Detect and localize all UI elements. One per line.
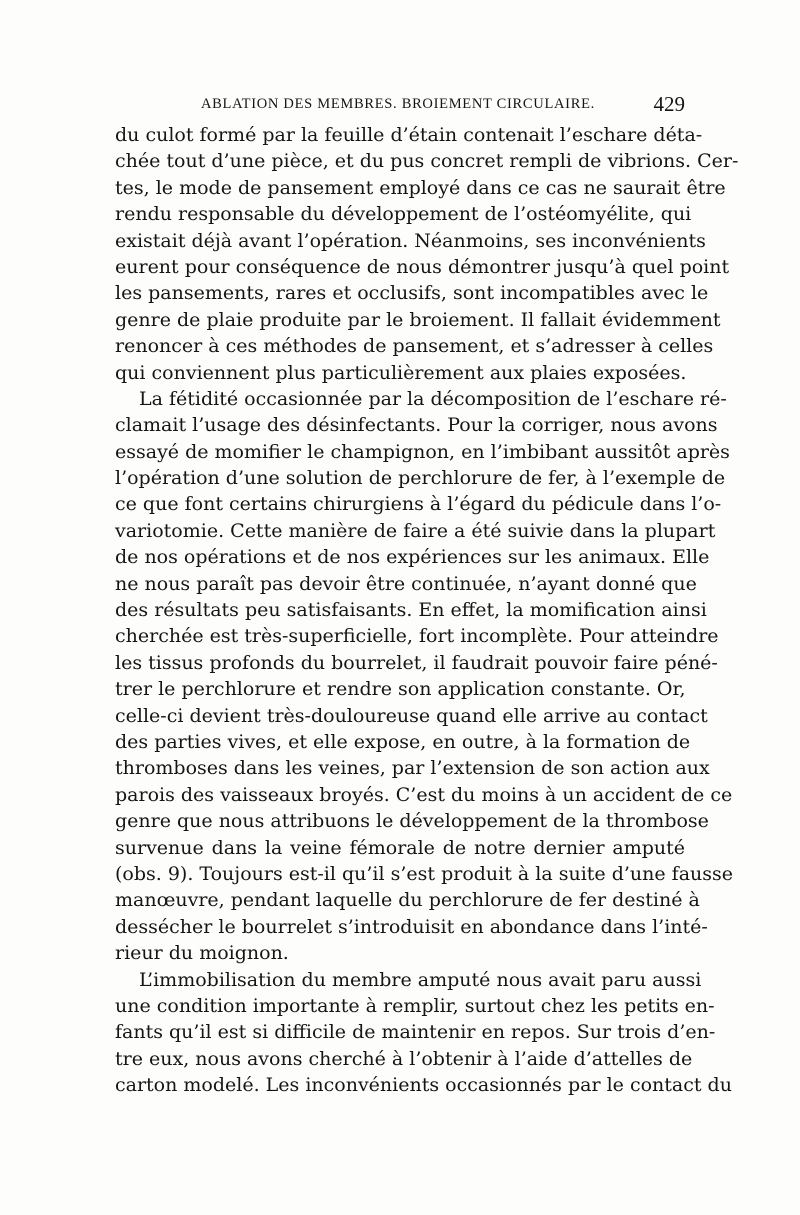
text-line: rendu responsable du développement de l’ostéomyélite, qui: [115, 203, 692, 226]
text-line: genre de plaie produite par le broiement. Il fallait évidemment: [115, 308, 721, 331]
body-text: [115, 122, 739, 1098]
text-line: celle-ci devient très-douloureuse quand elle arrive au contact: [115, 704, 708, 727]
text-line: une condition importante à remplir, surtout chez les petits en-: [115, 994, 715, 1017]
text-line: clamait l’usage des désinfectants. Pour la corriger, nous avons: [115, 414, 718, 437]
text-line: des parties vives, et elle expose, en outre, à la formation de: [115, 730, 691, 753]
text-line: renoncer à ces méthodes de pansement, et s’adresser à celles: [115, 335, 714, 358]
text-line: les tissus profonds du bourrelet, il faudrait pouvoir faire péné-: [115, 651, 718, 674]
text-line: carton modelé. Les inconvénients occasionnés par le contact du: [115, 1074, 732, 1097]
text-line: trer le perchlorure et rendre son application constante. Or,: [115, 678, 686, 701]
text-line: thromboses dans les veines, par l’extension de son action aux: [115, 757, 710, 780]
text-line: parois des vaisseaux broyés. C’est du moins à un accident de ce: [115, 783, 733, 806]
text-line: survenue dans la veine fémorale de notre dernier amputé: [115, 836, 685, 859]
text-line: du culot formé par la feuille d’étain contenait l’eschare déta-: [115, 124, 703, 146]
text-line: essayé de momifier le champignon, en l’imbibant aussitôt après: [115, 440, 730, 463]
text-line: qui conviennent plus particulièrement aux plaies exposées.: [115, 361, 687, 384]
text-line: rieur du moignon.: [115, 942, 289, 965]
text-line: existait déjà avant l’opération. Néanmoins, ses inconvénients: [115, 229, 706, 252]
text-line: (obs. 9). Toujours est-il qu’il s’est produit à la suite d’une fausse: [115, 862, 734, 885]
text-line: les pansements, rares et occlusifs, sont incompatibles avec le: [115, 282, 709, 305]
text-line: des résultats peu satisfaisants. En effet, la momification ainsi: [115, 599, 707, 622]
text-line: fants qu’il est si difficile de maintenir en repos. Sur trois d’en-: [115, 1021, 716, 1044]
text-line: variotomie. Cette manière de faire a été suivie dans la plupart: [115, 519, 716, 542]
paragraph-3: [115, 967, 732, 1099]
paragraph-1: [115, 122, 739, 386]
text-line: tes, le mode de pansement employé dans ce cas ne saurait être: [115, 176, 726, 199]
running-head: [115, 92, 685, 120]
text-line: dessécher le bourrelet s’introduisit en abondance dans l’inté-: [115, 915, 708, 938]
text-line: cherchée est très-superficielle, fort incomplète. Pour atteindre: [115, 625, 719, 648]
text-line: genre que nous attribuons le développement de la thrombose: [115, 810, 709, 833]
text-line: de nos opérations et de nos expériences sur les animaux. Elle: [115, 546, 710, 569]
text-line: eurent pour conséquence de nous démontrer jusqu’à quel point: [115, 255, 730, 278]
text-line: chée tout d’une pièce, et du pus concret rempli de vibrions. Cer-: [115, 150, 739, 173]
text-line: manœuvre, pendant laquelle du perchlorure de fer destiné à: [115, 889, 700, 912]
text-line: l’opération d’une solution de perchlorure de fer, à l’exemple de: [115, 467, 726, 490]
paragraph-2: [115, 386, 734, 967]
page-number: 429: [653, 92, 685, 116]
text-line: tre eux, nous avons cherché à l’obtenir à l’aide d’attelles de: [115, 1047, 693, 1070]
text-line: La fétidité occasionnée par la décomposition de l’eschare ré-: [139, 387, 727, 410]
running-title: ABLATION DES MEMBRES. BROIEMENT CIRCULAIRE.: [201, 96, 595, 112]
text-line: L’immobilisation du membre amputé nous avait paru aussi: [139, 968, 702, 991]
text-line: ce que font certains chirurgiens à l’égard du pédicule dans l’o-: [115, 493, 722, 516]
text-line: ne nous paraît pas devoir être continuée, n’ayant donné que: [115, 572, 697, 595]
